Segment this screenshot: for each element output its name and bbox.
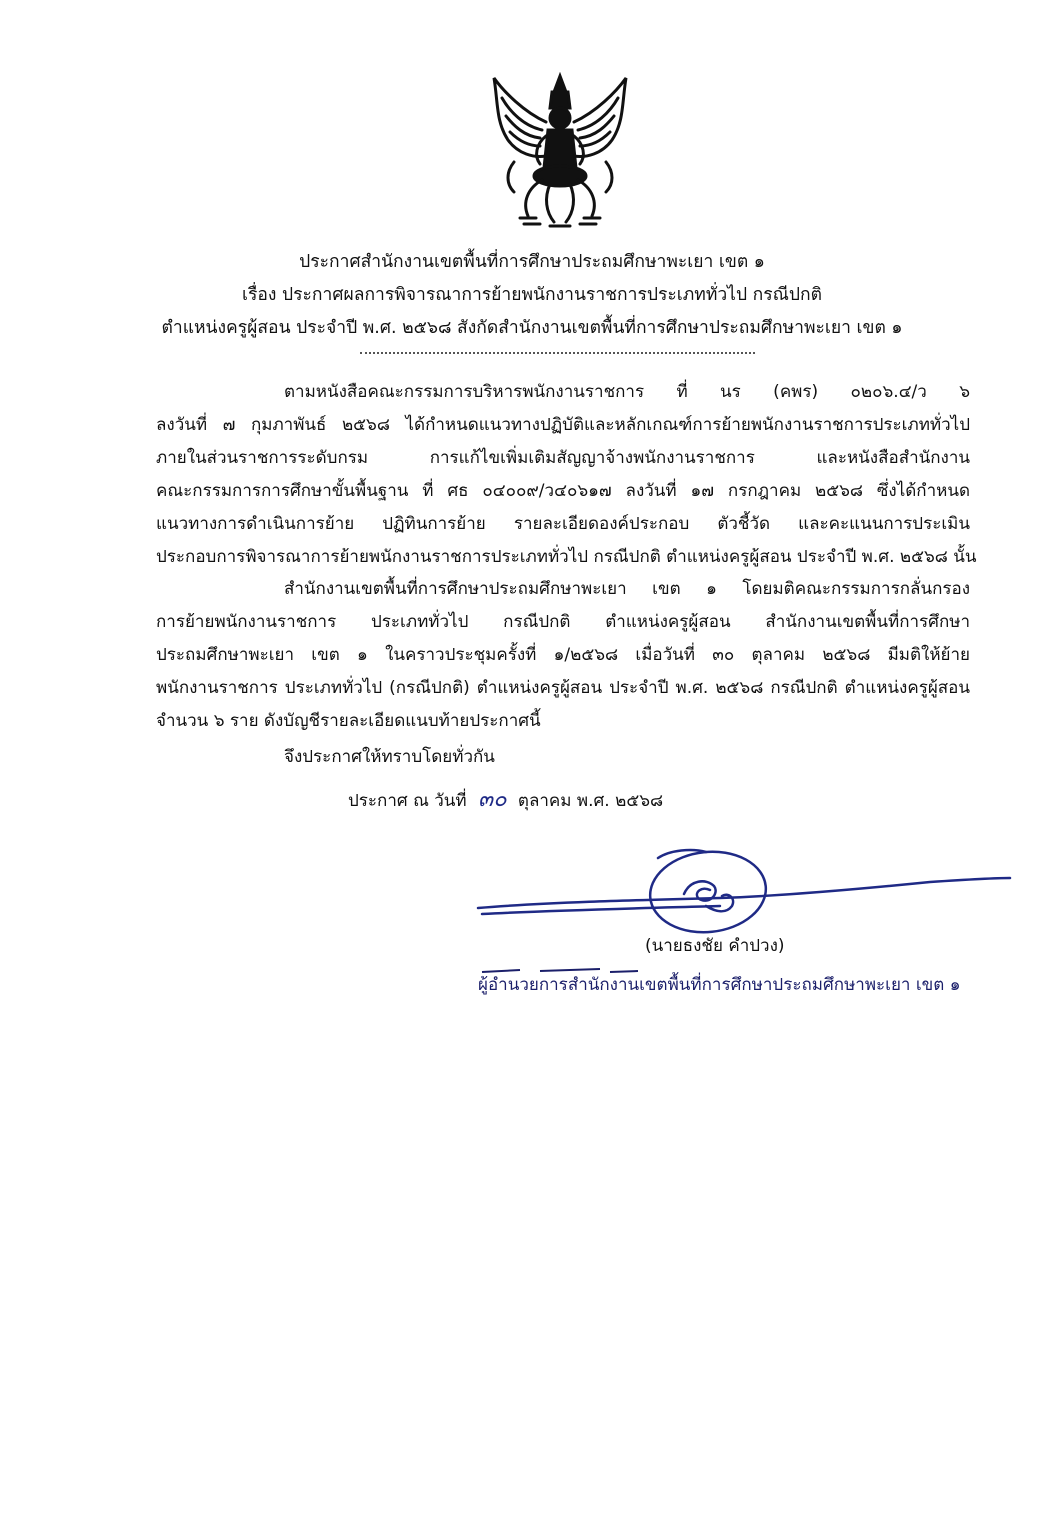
paragraph-line: ภายในส่วนราชการระดับกรม การแก้ไขเพิ่มเติมสัญญาจ้างพนักงานราชการ และหนังสือสำนักงาน — [156, 448, 970, 468]
handwritten-day: ๓๐ — [478, 787, 507, 812]
paragraph-line: ประกอบการพิจารณาการย้ายพนักงานราชการประเภททั่วไป กรณีปกติ ตำแหน่งครูผู้สอน ประจำปี พ.ศ. ๒๕๖๘ นั้น — [156, 547, 977, 567]
paragraph-line: ประถมศึกษาพะเยา เขต ๑ ในคราวประชุมครั้งที่ ๑/๒๕๖๘ เมื่อวันที่ ๓๐ ตุลาคม ๒๕๖๘ มีมติให้ย้าย — [156, 645, 970, 665]
dotted-divider — [360, 352, 755, 354]
paragraph-line: ลงวันที่ ๗ กุมภาพันธ์ ๒๕๖๘ ได้กำหนดแนวทางปฏิบัติและหลักเกณฑ์การย้ายพนักงานราชการประเภททั่วไป — [156, 415, 970, 435]
announcement-subject-continued: ตำแหน่งครูผู้สอน ประจำปี พ.ศ. ๒๕๖๘ สังกัดสำนักงานเขตพื้นที่การศึกษาประถมศึกษาพะเยา เขต ๑ — [161, 318, 903, 338]
closing-statement: จึงประกาศให้ทราบโดยทั่วกัน — [284, 747, 495, 767]
paragraph-line: แนวทางการดำเนินการย้าย ปฏิทินการย้าย รายละเอียดองค์ประกอบ ตัวชี้วัด และคะแนนการประเมิน — [156, 514, 970, 534]
paragraph-line: การย้ายพนักงานราชการ ประเภททั่วไป กรณีปกติ ตำแหน่งครูผู้สอน สำนักงานเขตพื้นที่การศึกษา — [156, 612, 970, 632]
date-suffix: ตุลาคม พ.ศ. ๒๕๖๘ — [517, 791, 664, 811]
garuda-emblem-icon — [484, 72, 636, 232]
announcement-title: ประกาศสำนักงานเขตพื้นที่การศึกษาประถมศึกษาพะเยา เขต ๑ — [299, 252, 765, 272]
paragraph-line: ตามหนังสือคณะกรรมการบริหารพนักงานราชการ ที่ นร (คพร) ๐๒๐๖.๔/ว ๖ — [284, 382, 970, 402]
announcement-date — [348, 784, 663, 817]
announcement-subject: เรื่อง ประกาศผลการพิจารณาการย้ายพนักงานราชการประเภททั่วไป กรณีปกติ — [242, 285, 822, 305]
paragraph-line: พนักงานราชการ ประเภททั่วไป (กรณีปกติ) ตำแหน่งครูผู้สอน ประจำปี พ.ศ. ๒๕๖๘ กรณีปกติ ตำแหน่งครูผู้สอน — [156, 678, 970, 698]
paragraph-line: คณะกรรมการการศึกษาขั้นพื้นฐาน ที่ ศธ ๐๔๐๐๙/ว๔๐๖๑๗ ลงวันที่ ๑๗ กรกฎาคม ๒๕๖๘ ซึ่งได้กำหนด — [156, 481, 970, 501]
signatory-name: (นายธงชัย คำปวง) — [645, 936, 785, 956]
paragraph-line: สำนักงานเขตพื้นที่การศึกษาประถมศึกษาพะเยา เขต ๑ โดยมติคณะกรรมการกลั่นกรอง — [284, 579, 970, 599]
paragraph-line: จำนวน ๖ ราย ดังบัญชีรายละเอียดแนบท้ายประกาศนี้ — [156, 711, 541, 731]
date-prefix: ประกาศ ณ วันที่ — [348, 791, 467, 811]
signatory-title: ผู้อำนวยการสำนักงานเขตพื้นที่การศึกษาประถมศึกษาพะเยา เขต ๑ — [478, 975, 961, 995]
